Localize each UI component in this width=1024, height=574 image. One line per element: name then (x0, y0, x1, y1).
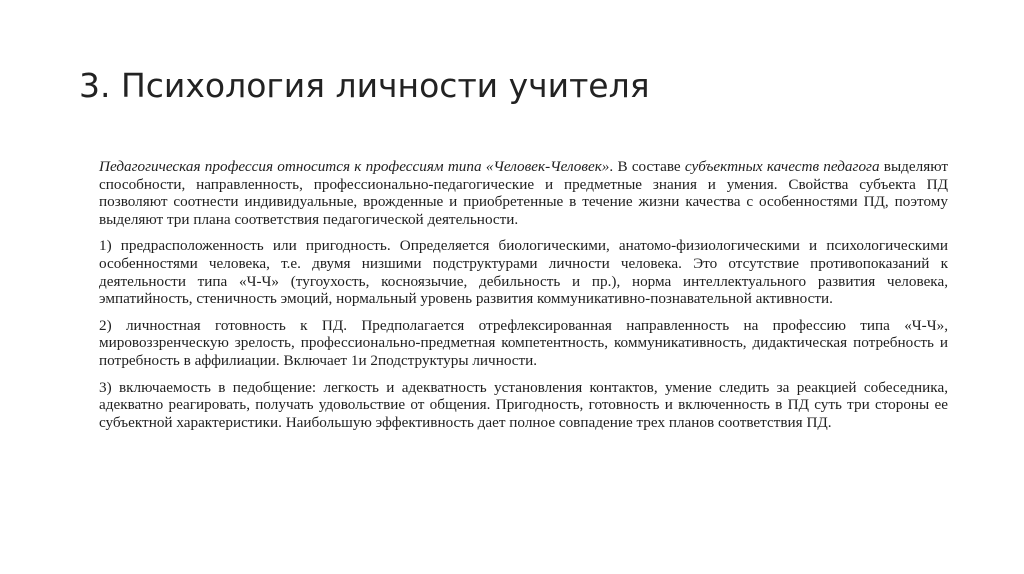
slide-body (99, 158, 948, 440)
text-segment: Педагогическая профессия относится к профессиям типа «Человек-Человек» (99, 158, 610, 175)
text-segment: 3) включаемость в педобщение: легкость и адекватность установления контактов, умение следить за реакцией собеседника, адекватно реагировать, получать удовольствие от общения. Пригодность, готовность и включенность в ПД суть три стороны ее субъектной характеристики. Наибольшую эффективность дает полное совпадение трех планов соответствия ПД. (99, 378, 948, 431)
paragraph-intro (99, 158, 948, 228)
text-segment: субъектных качеств педагога (684, 158, 880, 175)
text-segment: . В составе (609, 158, 685, 175)
paragraph-readiness (99, 317, 948, 370)
paragraph-inclusion (99, 379, 948, 432)
text-segment: 1) предрасположенность или пригодность. Определяется биологическими, анатомо-физиологическими и психологическими особенностями человека, т.е. двумя низшими подструктурами личности человека. Это отсутствие противопоказаний к деятельности типа «Ч-Ч» (тугоухость, косноязычие, дебильность и пр.), норма интеллектуального развития человека, эмпатийность, стеничность эмоций, нормальный уровень развития коммуникативно-познавательной активности. (99, 237, 948, 308)
text-segment: 2) личностная готовность к ПД. Предполагается отрефлексированная направленность на профессию типа «Ч-Ч», мировоззренческую зрелость, профессионально-предметная компетентность, коммуникативность, дидактическая потребность и потребность в аффилиации. Включает 1и 2подструктуры личности. (99, 316, 948, 369)
paragraph-predisposition (99, 237, 948, 307)
slide-title: 3. Психология личности учителя (79, 66, 650, 105)
text-segment: выделяют способности, направленность, профессионально-педагогические и предметные знания и умения. Свойства субъекта ПД позволяют соотнести индивидуальные, врожденные и приобретенные в течение жизни качества с особенностями ПД, поэтому выделяют три плана соответствия педагогической деятельности. (99, 158, 948, 228)
